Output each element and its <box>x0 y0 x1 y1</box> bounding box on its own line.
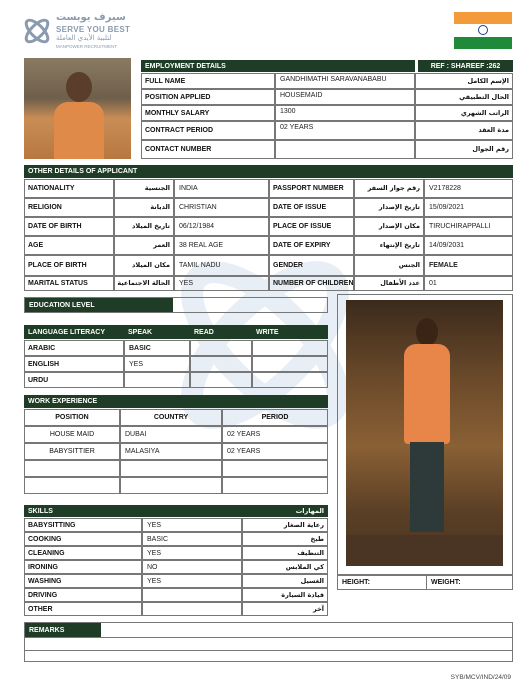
contract-period-arabic: مدة العقد <box>415 121 513 140</box>
logo-arabic-name: سيرف يوبست <box>56 12 126 23</box>
read-header: READ <box>190 325 252 339</box>
work-row-3-position <box>24 460 120 477</box>
work-row-3-period <box>222 460 328 477</box>
number-of-children-value: 01 <box>424 276 513 291</box>
skill-washing-label: WASHING <box>24 574 142 588</box>
date-of-expiry-arabic: تاريخ الإنتهاء <box>354 236 424 255</box>
work-row-4-country <box>120 477 222 494</box>
passport-number-label: PASSPORT NUMBER <box>269 179 354 198</box>
gender-label: GENDER <box>269 255 354 276</box>
gender-arabic: الجنس <box>354 255 424 276</box>
number-of-children-label: NUMBER OF CHILDREN <box>269 276 354 291</box>
date-of-birth-arabic: تاريخ الميلاد <box>114 217 174 236</box>
nationality-label: NATIONALITY <box>24 179 114 198</box>
skill-other-label: OTHER <box>24 602 142 616</box>
work-row-1-period: 02 YEARS <box>222 426 328 443</box>
education-level-label: EDUCATION LEVEL <box>25 298 173 312</box>
skills-title: SKILLS <box>28 507 53 515</box>
language-english-read <box>190 356 252 372</box>
skill-cleaning-value: YES <box>142 546 242 560</box>
logo-emblem-icon <box>20 14 54 48</box>
applicant-full-body-photo <box>346 300 503 566</box>
place-of-issue-arabic: مكان الإصدار <box>354 217 424 236</box>
skill-cooking-arabic: طبخ <box>242 532 328 546</box>
other-details-header: OTHER DETAILS OF APPLICANT <box>24 165 513 178</box>
speak-header: SPEAK <box>124 325 190 339</box>
language-literacy-header: LANGUAGE LITERACY <box>24 325 124 339</box>
work-row-4-period <box>222 477 328 494</box>
date-of-birth-label: DATE OF BIRTH <box>24 217 114 236</box>
remarks-box <box>24 622 513 662</box>
nationality-value: INDIA <box>174 179 269 198</box>
age-value: 38 REAL AGE <box>174 236 269 255</box>
applicant-portrait-photo <box>24 58 131 159</box>
marital-status-arabic: الحالة الاجتماعية <box>114 276 174 291</box>
place-of-birth-label: PLACE OF BIRTH <box>24 255 114 276</box>
nationality-arabic: الجنسية <box>114 179 174 198</box>
full-name-label: FULL NAME <box>141 73 275 89</box>
height-label: HEIGHT: <box>342 579 370 586</box>
place-of-issue-value: TIRUCHIRAPPALLI <box>424 217 513 236</box>
date-of-issue-arabic: تاريخ الإصدار <box>354 198 424 217</box>
marital-status-value: YES <box>174 276 269 291</box>
india-flag-icon <box>454 12 512 49</box>
contract-period-value: 02 YEARS <box>275 121 415 140</box>
work-position-header: POSITION <box>24 409 120 426</box>
language-english-speak: YES <box>124 356 190 372</box>
skill-babysitting-arabic: رعاية الصغار <box>242 518 328 532</box>
logo-name: SERVE YOU BEST <box>56 25 131 34</box>
contract-period-label: CONTRACT PERIOD <box>141 121 275 140</box>
skill-driving-label: DRIVING <box>24 588 142 602</box>
height-weight-row <box>337 575 513 590</box>
date-of-expiry-value: 14/09/2031 <box>424 236 513 255</box>
weight-label: WEIGHT: <box>431 579 461 586</box>
monthly-salary-value: 1300 <box>275 105 415 121</box>
skill-washing-value: YES <box>142 574 242 588</box>
language-urdu-write <box>252 372 328 388</box>
age-arabic: العمر <box>114 236 174 255</box>
work-country-header: COUNTRY <box>120 409 222 426</box>
language-urdu-read <box>190 372 252 388</box>
language-urdu-label: URDU <box>24 372 124 388</box>
work-period-header: PERIOD <box>222 409 328 426</box>
skill-driving-value <box>142 588 242 602</box>
remarks-label: REMARKS <box>25 623 101 637</box>
language-english-write <box>252 356 328 372</box>
religion-value: CHRISTIAN <box>174 198 269 217</box>
skill-babysitting-value: YES <box>142 518 242 532</box>
religion-arabic: الديانة <box>114 198 174 217</box>
company-logo <box>20 12 160 52</box>
passport-number-arabic: رقم جواز السفر <box>354 179 424 198</box>
document-code: SYB/MCV/IND/24/09 <box>450 674 511 681</box>
skill-other-value <box>142 602 242 616</box>
full-name-value: GANDHIMATHI SARAVANABABU <box>275 73 415 89</box>
place-of-birth-arabic: مكان الميلاد <box>114 255 174 276</box>
position-applied-arabic: الحال التطبيقي <box>415 89 513 105</box>
contact-number-label: CONTACT NUMBER <box>141 140 275 159</box>
contact-number-value <box>275 140 415 159</box>
gender-value: FEMALE <box>424 255 513 276</box>
skills-header <box>24 505 328 517</box>
skill-babysitting-label: BABYSITTING <box>24 518 142 532</box>
position-applied-label: POSITION APPLIED <box>141 89 275 105</box>
work-row-3-country <box>120 460 222 477</box>
skill-ironing-value: NO <box>142 560 242 574</box>
skill-cooking-label: COOKING <box>24 532 142 546</box>
work-row-1-position: HOUSE MAID <box>24 426 120 443</box>
skill-ironing-arabic: كي الملابس <box>242 560 328 574</box>
monthly-salary-arabic: الراتب الشهري <box>415 105 513 121</box>
work-experience-header: WORK EXPERIENCE <box>24 395 328 408</box>
language-arabic-label: ARABIC <box>24 340 124 356</box>
skill-washing-arabic: الغسيل <box>242 574 328 588</box>
logo-arabic-tagline: لتلبية الأيدي العاملة <box>56 34 112 42</box>
education-level-row <box>24 297 328 313</box>
skill-cooking-value: BASIC <box>142 532 242 546</box>
passport-number-value: V2178228 <box>424 179 513 198</box>
place-of-birth-value: TAMIL NADU <box>174 255 269 276</box>
religion-label: RELIGION <box>24 198 114 217</box>
language-arabic-write <box>252 340 328 356</box>
date-of-birth-value: 06/12/1984 <box>174 217 269 236</box>
skill-ironing-label: IRONING <box>24 560 142 574</box>
number-of-children-arabic: عدد الأطفال <box>354 276 424 291</box>
logo-tagline: MANPOWER RECRUITMENT <box>56 44 117 49</box>
position-applied-value: HOUSEMAID <box>275 89 415 105</box>
work-row-2-position: BABYSITTIER <box>24 443 120 460</box>
language-urdu-speak <box>124 372 190 388</box>
employment-details-header: EMPLOYMENT DETAILS <box>141 60 415 72</box>
skill-cleaning-label: CLEANING <box>24 546 142 560</box>
date-of-issue-label: DATE OF ISSUE <box>269 198 354 217</box>
reference-number: REF : SHAREEF :262 <box>418 60 513 72</box>
place-of-issue-label: PLACE OF ISSUE <box>269 217 354 236</box>
language-arabic-speak: BASIC <box>124 340 190 356</box>
work-row-2-period: 02 YEARS <box>222 443 328 460</box>
skill-driving-arabic: قيادة السيارة <box>242 588 328 602</box>
language-english-label: ENGLISH <box>24 356 124 372</box>
date-of-issue-value: 15/09/2021 <box>424 198 513 217</box>
work-row-1-country: DUBAI <box>120 426 222 443</box>
skills-arabic-title: المهارات <box>295 507 324 515</box>
work-row-2-country: MALASIYA <box>120 443 222 460</box>
full-name-arabic: الإسم الكامل <box>415 73 513 89</box>
monthly-salary-label: MONTHLY SALARY <box>141 105 275 121</box>
date-of-expiry-label: DATE OF EXPIRY <box>269 236 354 255</box>
language-arabic-read <box>190 340 252 356</box>
marital-status-label: MARITAL STATUS <box>24 276 114 291</box>
skill-other-arabic: آخر <box>242 602 328 616</box>
skill-cleaning-arabic: التنظيف <box>242 546 328 560</box>
write-header: WRITE <box>252 325 328 339</box>
work-row-4-position <box>24 477 120 494</box>
contact-number-arabic: رقم الجوال <box>415 140 513 159</box>
age-label: AGE <box>24 236 114 255</box>
